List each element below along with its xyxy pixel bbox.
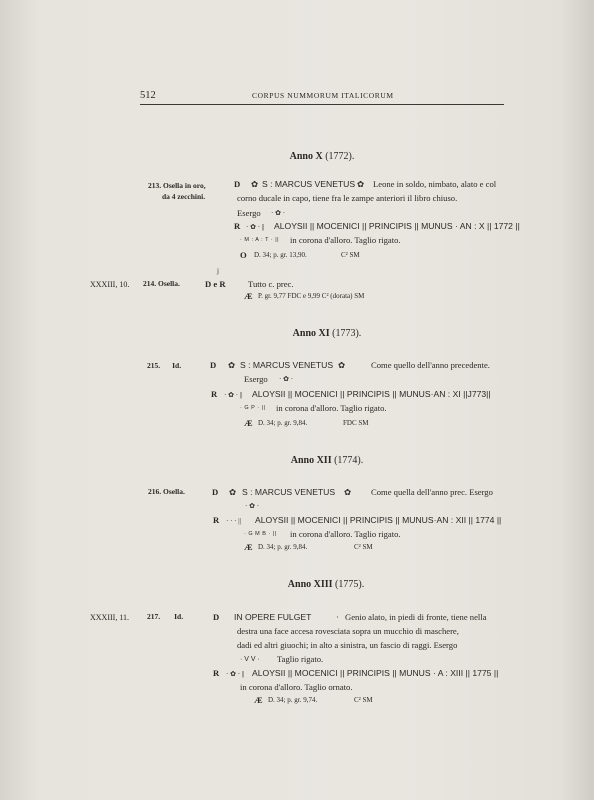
entry-217-collection: C² SM [354, 696, 373, 704]
obverse-description: Come quello dell'anno precedente. [371, 360, 490, 370]
reverse-symbol: R [213, 668, 220, 678]
section-heading-anno-xi: Anno XI (1773). [292, 328, 362, 339]
reverse-description: in corona d'alloro. Taglio rigato. [290, 529, 401, 539]
esergo-ornament: · ✿ · [245, 502, 260, 510]
tick-mark: j [217, 267, 219, 275]
obverse-legend: S : MARCUS VENETUS [240, 360, 334, 370]
reverse-legend: ALOYSII || MOCENICI || PRINCIPIS || MUNUS·AN : XI ||J773|| [252, 389, 491, 399]
obverse-description: Genio alato, in piedi di fronte, tiene nella [345, 612, 487, 622]
entry-216-collection: C² SM [354, 543, 373, 551]
rosette-icon: ✿ [338, 360, 346, 370]
reverse-description: in corona d'alloro. Taglio rigato. [290, 235, 401, 245]
obverse-legend: S : MARCUS VENETUS [242, 487, 336, 497]
esergo-ornament: · ✿ · [279, 375, 294, 383]
esergo-label: Esergo [237, 208, 261, 218]
entry-214-weight: P. gr. 9,77 FDC e 9,99 C² (dorata) SM [258, 292, 365, 300]
rosette-icon: ✿ [229, 487, 237, 497]
reverse-legend: ALOYSII || MOCENICI || PRINCIPIS || MUNUS · A : XIII || 1775 || [252, 668, 499, 678]
metal-ae-symbol: Æ [244, 418, 253, 428]
dot-ornament: · [336, 612, 339, 622]
reverse-symbol: R [211, 389, 218, 399]
entry-215-weight: D. 34; p. gr. 9,84. [258, 419, 308, 427]
reverse-ornament: · ✿ · || [226, 670, 245, 678]
metal-au-symbol: O [240, 250, 247, 260]
page-number: 512 [140, 90, 156, 101]
rosette-icon: ✿ [344, 487, 352, 497]
entry-217-label: 217. Id. [147, 612, 184, 621]
rosette-icon: ✿ [228, 360, 236, 370]
running-title: CORPUS NUMMORUM ITALICORUM [252, 91, 394, 100]
reverse-initials: · G P · || [240, 405, 266, 411]
reverse-symbol: R [234, 221, 241, 231]
entry-213-label: 213. Osella in oro, da 4 zecchini. [148, 181, 206, 201]
reverse-legend: ALOYSII || MOCENICI || PRINCIPIS || MUNUS·AN : XII || 1774 || [255, 515, 502, 525]
obverse-legend: S : MARCUS VENETUS [262, 179, 356, 189]
reverse-description: in corona d'alloro. Taglio ornato. [240, 682, 353, 692]
section-heading-anno-xii: Anno XII (1774). [290, 455, 364, 466]
esergo-initials: · V V · [240, 656, 260, 663]
reverse-ornament: · ✿ · || [246, 223, 265, 231]
entry-216-weight: D. 34; p. gr. 9,84. [258, 543, 308, 551]
entry-217-weight: D. 34; p. gr. 9,74. [268, 696, 318, 704]
section-heading-anno-x: Anno X (1772). [289, 151, 355, 162]
metal-ae-symbol: Æ [254, 695, 263, 705]
obverse-description-cont: Taglio rigato. [277, 654, 324, 664]
entry-214-label: 214. Osella. [143, 279, 180, 288]
running-header [140, 90, 504, 105]
reverse-ornament: · ✿ · || [224, 391, 243, 399]
entry-215-label: 215. Id. [147, 361, 182, 370]
rosette-icon: ✿ [251, 179, 259, 189]
metal-ae-symbol: Æ [244, 542, 253, 552]
reverse-initials: · G M B · || [244, 531, 277, 537]
entry-213-collection: C² SM [341, 251, 360, 259]
obverse-symbol: D [212, 487, 219, 497]
obverse-description-cont: destra una face accesa rovesciata sopra un mucchio di maschere, [237, 626, 459, 636]
obverse-description: Leone in soldo, nimbato, alato e col [373, 179, 497, 189]
rosette-icon: ✿ [357, 179, 365, 189]
obverse-legend: IN OPERE FULGET [234, 612, 312, 622]
entry-214-description: Tutto c. prec. [248, 279, 294, 289]
obverse-description: Come quella dell'anno prec. Esergo [371, 487, 493, 497]
esergo-ornament: · ✿ · [271, 209, 286, 217]
reverse-initials: · M : A : T · || [240, 237, 280, 243]
obverse-symbol: D [210, 360, 217, 370]
obverse-symbol: D [213, 612, 220, 622]
reverse-legend: ALOYSII || MOCENICI || PRINCIPIS || MUNUS · AN : X || 1772 || [274, 221, 520, 231]
entry-215-collection: FDC SM [343, 419, 369, 427]
obverse-reverse-symbol: D e R [205, 279, 226, 289]
esergo-label: Esergo [244, 374, 268, 384]
section-heading-anno-xiii: Anno XIII (1775). [287, 579, 365, 590]
obverse-description-cont: dadi ed altri giuochi; in alto a sinistra, un fascio di raggi. Esergo [237, 640, 458, 650]
plate-reference: XXXIII, 11. [90, 613, 130, 622]
entry-216-label: 216. Osella. [148, 487, 185, 496]
obverse-symbol: D [234, 179, 241, 189]
entry-213-weight: D. 34; p. gr. 13,90. [254, 251, 307, 259]
reverse-ornament: · · · || [226, 517, 242, 525]
reverse-description: in corona d'alloro. Taglio rigato. [276, 403, 387, 413]
reverse-symbol: R [213, 515, 220, 525]
metal-ae-symbol: Æ [244, 291, 253, 301]
obverse-description-cont: corno ducale in capo, tiene fra le zampe anteriori il libro chiuso. [237, 193, 458, 203]
plate-reference: XXXIII, 10. [90, 280, 130, 289]
